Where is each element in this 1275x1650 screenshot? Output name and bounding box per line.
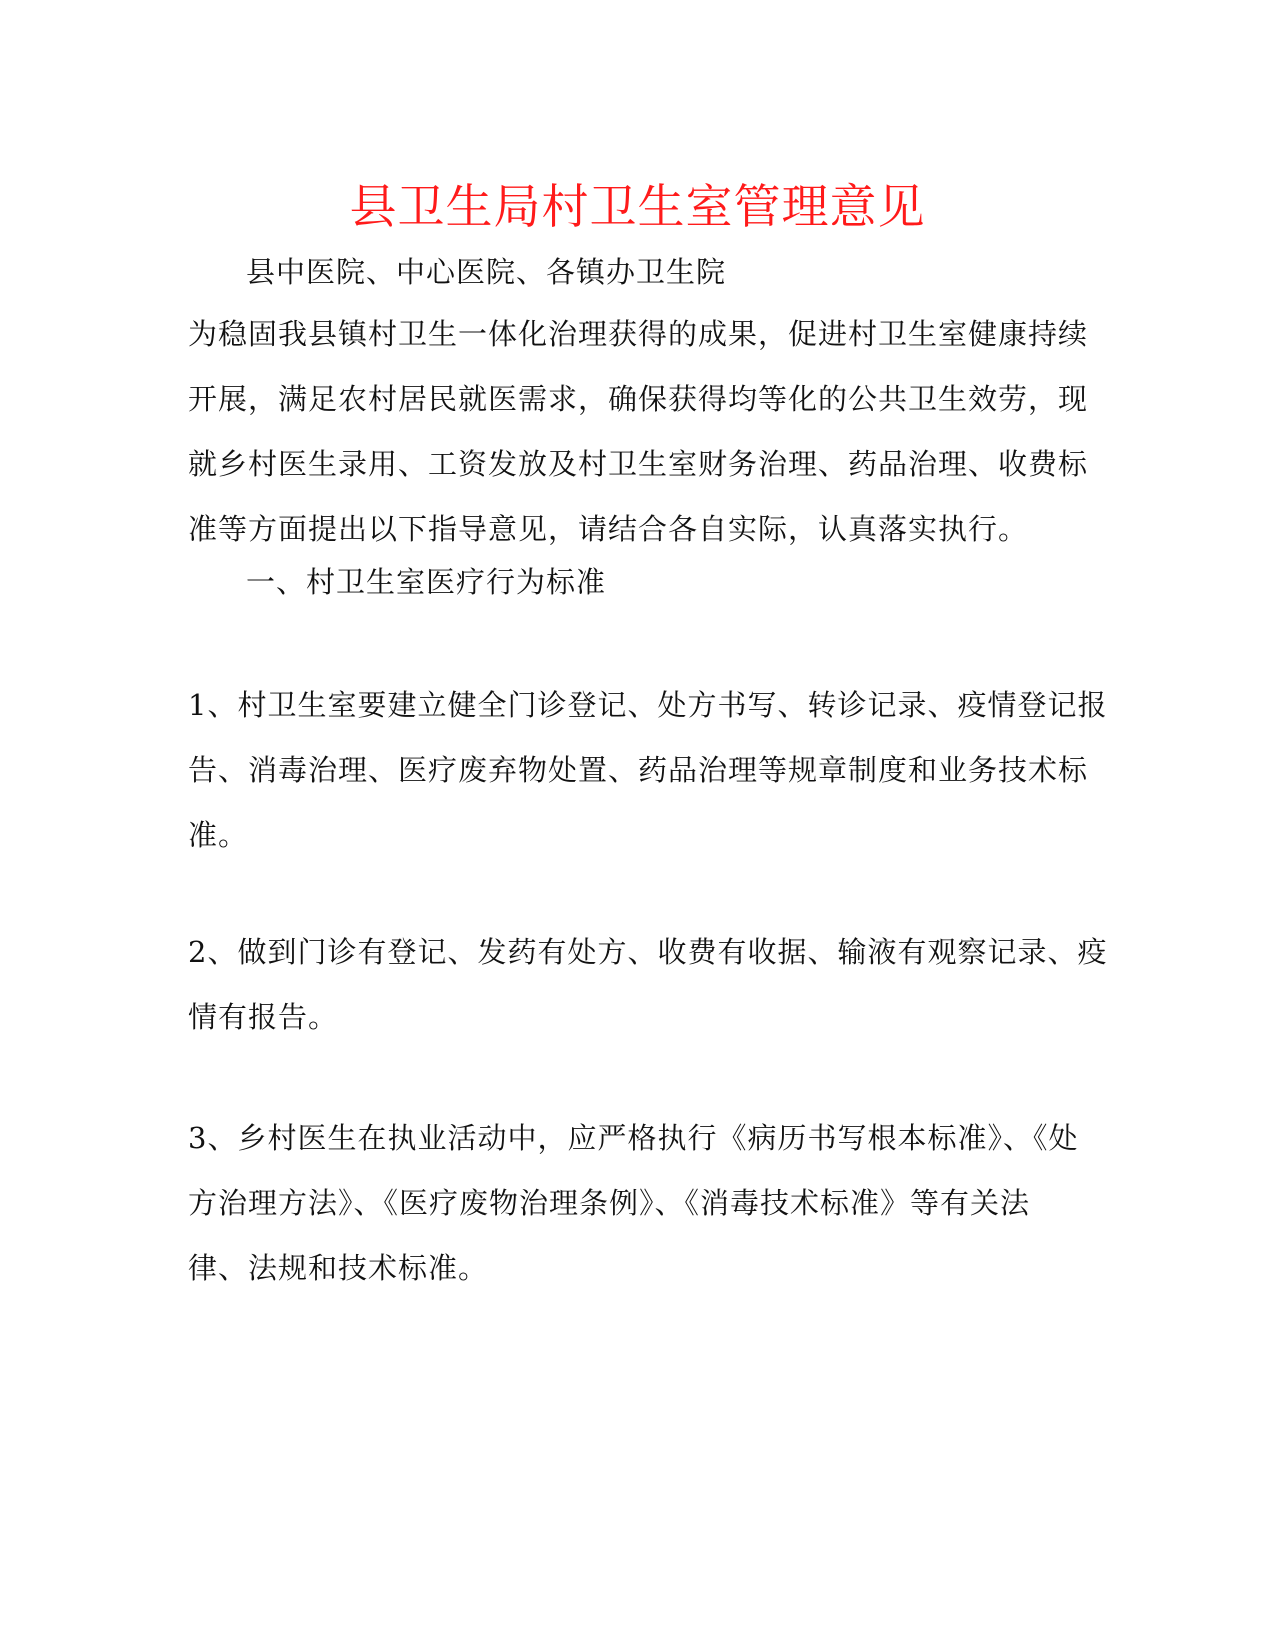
intro-line: 就乡村医生录用、工资发放及村卫生室财务治理、药品治理、收费标 — [188, 447, 1089, 481]
item-line: 方治理方法》、《医疗废物治理条例》、《消毒技术标准》等有关法 — [188, 1186, 1031, 1220]
list-item-1 — [188, 673, 1108, 868]
list-item-2 — [188, 920, 1108, 1050]
item-line: 情有报告。 — [188, 1000, 339, 1034]
item-line: 准。 — [188, 818, 249, 852]
item-line: 3、乡村医生在执业活动中，应严格执行《病历书写根本标准》、《处 — [188, 1121, 1079, 1155]
item-line: 2、做到门诊有登记、发药有处方、收费有收据、输液有观察记录、疫 — [188, 935, 1108, 969]
intro-line: 为稳固我县镇村卫生一体化治理获得的成果，促进村卫生室健康持续 — [188, 317, 1089, 351]
intro-paragraph — [188, 302, 1088, 562]
document-title: 县卫生局村卫生室管理意见 — [349, 180, 926, 235]
list-item-3 — [188, 1106, 1088, 1301]
item-line: 告、消毒治理、医疗废弃物处置、药品治理等规章制度和业务技术标 — [188, 753, 1089, 787]
intro-line: 准等方面提出以下指导意见，请结合各自实际，认真落实执行。 — [188, 512, 1029, 546]
item-line: 律、法规和技术标准。 — [188, 1251, 489, 1285]
section-heading: 一、村卫生室医疗行为标准 — [246, 565, 607, 599]
intro-line: 开展，满足农村居民就医需求，确保获得均等化的公共卫生效劳，现 — [188, 382, 1089, 416]
item-line: 1、村卫生室要建立健全门诊登记、处方书写、转诊记录、疫情登记报 — [188, 688, 1108, 722]
addressee-line: 县中医院、中心医院、各镇办卫生院 — [246, 255, 727, 289]
